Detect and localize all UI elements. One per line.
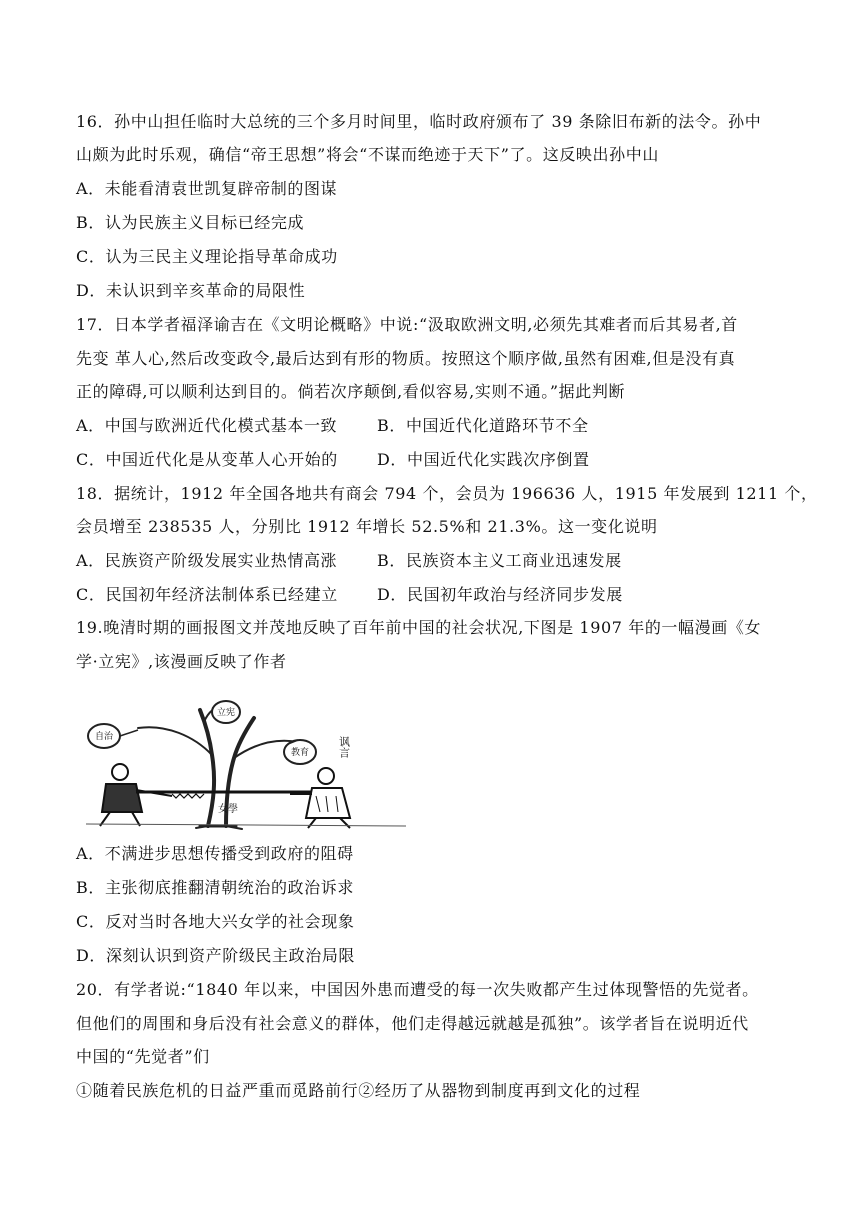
q18-stem-line-1: 18．据统计，1912 年全国各地共有商会 794 个，会员为 196636 人，1915 年发展到 1211 个， <box>76 484 818 503</box>
q19-stem-line-1: 19.晚清时期的画报图文并茂地反映了百年前中国的社会状况,下图是 1907 年的一幅漫画《女 <box>76 618 762 637</box>
q20-stem-line-4: ①随着民族危机的日益严重而觅路前行②经历了从器物到制度再到文化的过程 <box>76 1081 641 1100</box>
q20-stem-line-1: 20．有学者说:“1840 年以来，中国因外患而遭受的每一次失败都产生过体现警悟的先觉者。 <box>76 980 759 999</box>
q17-stem-line-3: 正的障碍,可以顺利达到目的。倘若次序颠倒,看似容易,实则不通。”据此判断 <box>76 382 626 401</box>
fruit-top-label: 立宪 <box>216 708 236 718</box>
q16-option-c: C．认为三民主义理论指导革命成功 <box>76 247 338 266</box>
q17-option-a: A．中国与欧洲近代化模式基本一致 <box>76 416 338 435</box>
q20-stem-line-3: 中国的“先觉者”们 <box>76 1047 210 1066</box>
q16-stem-line-2: 山颇为此时乐观，确信“帝王思想”将会“不谋而绝迹于天下”了。这反映出孙中山 <box>76 145 659 164</box>
q18-stem-line-2: 会员增至 238535 人，分别比 1912 年增长 52.5%和 21.3%。这一变化说明 <box>76 517 658 536</box>
q16-option-d: D．未认识到辛亥革命的局限性 <box>76 281 306 300</box>
q18-option-b: B．民族资本主义工商业迅速发展 <box>377 551 622 570</box>
q19-option-a: A．不满进步思想传播受到政府的阻碍 <box>76 844 354 863</box>
q17-option-b: B．中国近代化道路环节不全 <box>377 416 589 435</box>
q17-option-c: C．中国近代化是从变革人心开始的 <box>76 450 338 469</box>
q20-stem-line-2: 但他们的周围和身后没有社会意义的群体，他们走得越远就越是孤独”。该学者旨在说明近代 <box>76 1014 749 1033</box>
q16-option-b: B．认为民族主义目标已经完成 <box>76 213 305 232</box>
q19-stem-line-2: 学·立宪》,该漫画反映了作者 <box>76 652 287 671</box>
q19-option-b: B．主张彻底推翻清朝统治的政治诉求 <box>76 878 354 897</box>
fruit-left-label: 自治 <box>94 732 114 742</box>
q19-option-d: D．深刻认识到资产阶级民主政治局限 <box>76 946 356 965</box>
cartoon-image <box>76 700 416 830</box>
q18-option-c: C．民国初年经济法制体系已经建立 <box>76 585 338 604</box>
q17-option-d: D．中国近代化实践次序倒置 <box>377 450 590 469</box>
q16-stem-line-1: 16．孙中山担任临时大总统的三个多月时间里，临时政府颁布了 39 条除旧布新的法令。孙中 <box>76 112 762 131</box>
q19-option-c: C．反对当时各地大兴女学的社会现象 <box>76 912 355 931</box>
q18-option-a: A．民族资产阶级发展实业热情高涨 <box>76 551 338 570</box>
q16-option-a: A．未能看清袁世凯复辟帝制的图谋 <box>76 179 338 198</box>
trunk-label: 女學 <box>218 804 238 815</box>
q17-stem-line-1: 17．日本学者福泽谕吉在《文明论概略》中说:“汲取欧洲文明,必须先其难者而后其易者,首 <box>76 315 738 334</box>
q18-option-d: D．民国初年政治与经济同步发展 <box>377 585 623 604</box>
fruit-right-label: 教育 <box>290 748 310 758</box>
q17-stem-line-2: 先变 革人心,然后改变政令,最后达到有形的物质。按照这个顺序做,虽然有困难,但是没有真 <box>76 349 736 368</box>
cartoon-caption: 讽言 <box>337 736 351 758</box>
